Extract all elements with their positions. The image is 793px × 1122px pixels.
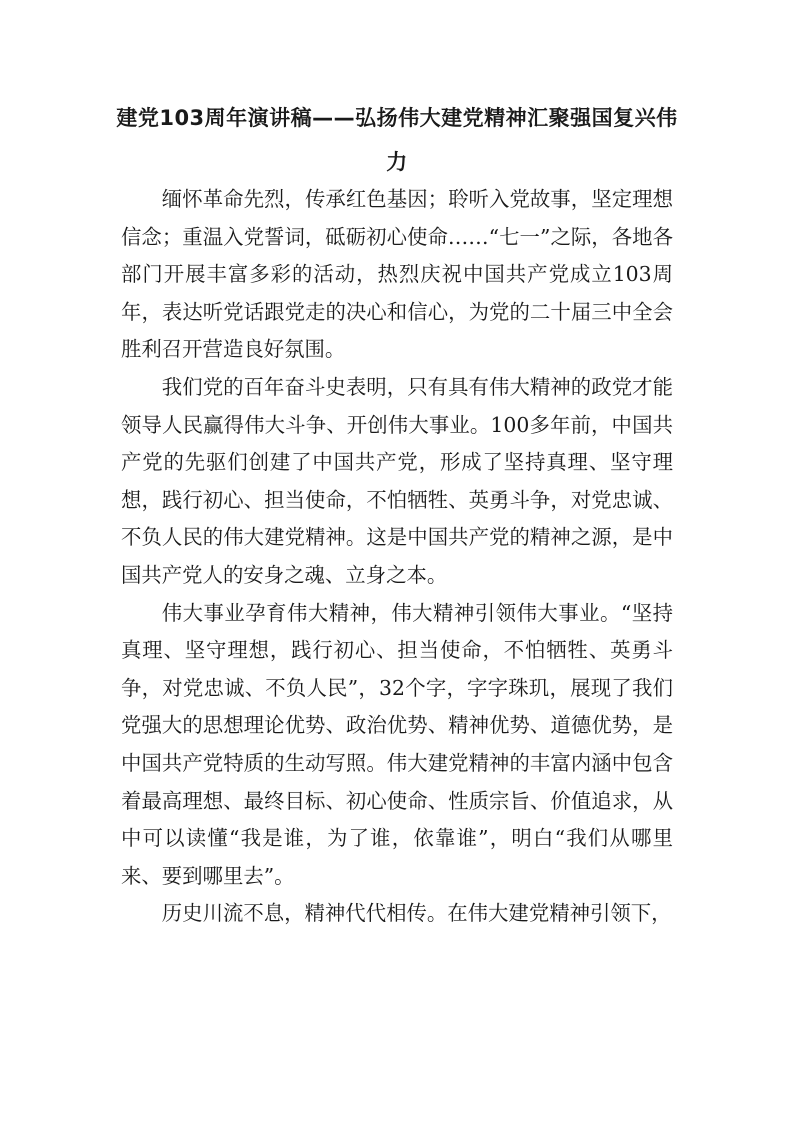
paragraph-1: 缅怀革命先烈，传承红色基因；聆听入党故事，坚定理想信念；重温入党誓词，砥砺初心使命……“七一”之际，各地各部门开展丰富多彩的活动，热烈庆祝中国共产党成立103周年，表达听党话跟党走的决心和信心，为党的二十届三中全会胜利召开营造良好氛围。	[121, 187, 673, 362]
paragraph-4: 历史川流不息，精神代代相传。在伟大建党精神引领下，	[161, 901, 672, 926]
document-body	[121, 181, 673, 933]
document-title: 建党103周年演讲稿——弘扬伟大建党精神汇聚强国复兴伟力	[116, 106, 678, 174]
paragraph-2: 我们党的百年奋斗史表明，只有具有伟大精神的政党才能领导人民赢得伟大斗争、开创伟大事业。100多年前，中国共产党的先驱们创建了中国共产党，形成了坚持真理、坚守理想，践行初心、担当使命，不怕牺牲、英勇斗争，对党忠诚、不负人民的伟大建党精神。这是中国共产党的精神之源，是中国共产党人的安身之魂、立身之本。	[121, 374, 673, 587]
paragraph-3: 伟大事业孕育伟大精神，伟大精神引领伟大事业。“坚持真理、坚守理想，践行初心、担当使命，不怕牺牲、英勇斗争，对党忠诚、不负人民”，32个字，字字珠玑，展现了我们党强大的思想理论优势、政治优势、精神优势、道德优势，是中国共产党特质的生动写照。伟大建党精神的丰富内涵中包含着最高理想、最终目标、初心使命、性质宗旨、价值追求，从中可以读懂“我是谁，为了谁，依靠谁”，明白“我们从哪里来、要到哪里去”。	[121, 600, 673, 888]
